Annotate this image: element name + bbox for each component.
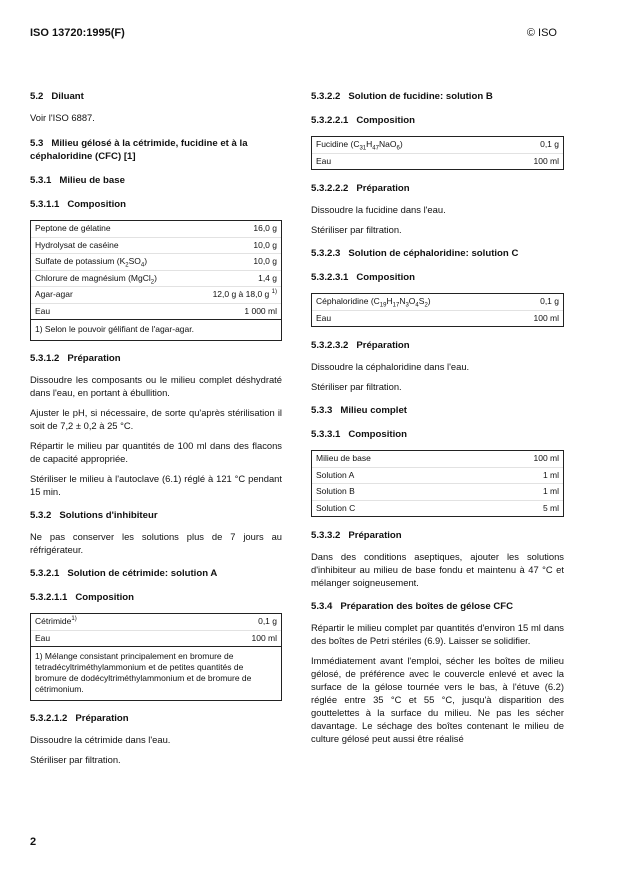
table-row: Eau 100 ml: [312, 153, 563, 170]
table-row: Eau 1 000 ml: [31, 303, 281, 321]
heading-5-3-3-2: 5.3.3.2 Préparation: [311, 530, 402, 541]
text-5-2: Voir l'ISO 6887.: [30, 112, 95, 123]
copyright-mark: © ISO: [526, 27, 557, 39]
heading-5-3-2-2-1: 5.3.2.2.1 Composition: [311, 115, 415, 126]
paragraph: Ajuster le pH, si nécessaire, de sorte qu'après stérilisation il soit de 7,2 ± 0,2 à 25 °C.: [30, 407, 282, 431]
reference-1: [1]: [123, 151, 136, 162]
paragraph: Immédiatement avant l'emploi, sécher les boîtes de milieu gélosé, de préférence avec le couvercle enlevé et avec la surface de la gélose tournée vers le bas, à l'étuve (6.2) réglée entre 35 °C et 55 °C, jusqu'à disparition des gouttelettes à la surface du milieu. Ne pas les sécher davantage. Le séchage des boîtes contenant le milieu de culture gélosé peut aussi être réalisé: [311, 655, 564, 744]
page-number: 2: [30, 836, 37, 848]
table-row: Eau 100 ml: [312, 310, 563, 327]
heading-5-3-3: 5.3.3 Milieu complet: [311, 405, 407, 416]
paragraph: Dans des conditions aseptiques, ajouter les solutions d'inhibiteur au milieu de base fondu et maintenu à 47 °C et mélanger soigneusement.: [311, 551, 564, 588]
cephaloridine-table: [311, 293, 564, 327]
table-row: Solution C 5 ml: [312, 500, 563, 517]
paragraph: Répartir le milieu complet par quantités d'environ 15 ml dans des boîtes de Petri stériles (6.9). Laisser se solidifier.: [311, 622, 564, 646]
table-row: Solution B 1 ml: [312, 483, 563, 500]
paragraph: Dissoudre les composants ou le milieu complet déshydraté dans l'eau, en portant à ébullition.: [30, 374, 282, 398]
table-row: Céphaloridine $(C_{19}H_{17}N_3O_4S_2)$ 0,1 g: [316, 296, 559, 309]
heading-5-3-1-1: 5.3.1.1 Composition: [30, 199, 126, 210]
heading-5-3-3-1: 5.3.3.1 Composition: [311, 429, 407, 440]
paragraph: Stériliser par filtration.: [30, 754, 121, 765]
table-row: Sulfate de potassium $(K_2SO_4)$ 10,0 g: [31, 253, 281, 270]
heading-5-3-2-3: 5.3.2.3 Solution de céphaloridine: solution C: [311, 248, 519, 259]
table-row: Fucidine $(C_{31}H_{47}NaO_6)$ 0,1 g: [316, 139, 559, 152]
heading-5-3-2-1-1: 5.3.2.1.1 Composition: [30, 592, 134, 603]
left-column: [30, 90, 282, 766]
heading-5-3-1: 5.3.1 Milieu de base: [30, 175, 125, 186]
heading-5-3-2-1: 5.3.2.1 Solution de cétrimide: solution A: [30, 568, 218, 579]
paragraph: Stériliser le milieu à l'autoclave (6.1) réglé à 121 °C pendant 15 min.: [30, 473, 282, 497]
paragraph: Stériliser par filtration.: [311, 381, 402, 392]
heading-5-3-2-1-2: 5.3.2.1.2 Préparation: [30, 713, 129, 724]
paragraph: Stériliser par filtration.: [311, 224, 402, 235]
table-row: Solution A 1 ml: [312, 467, 563, 484]
paragraph: Ne pas conserver les solutions plus de 7 jours au réfrigérateur.: [30, 531, 282, 555]
heading-5-3-4: 5.3.4 Préparation des boîtes de gélose CFC: [311, 601, 514, 612]
paragraph: Dissoudre la fucidine dans l'eau.: [311, 204, 446, 215]
table-row: Peptone de gélatine 16,0 g: [35, 223, 277, 233]
table-row: Agar-agar 12,0 g à 18,0 g $^{1)}$: [31, 286, 281, 303]
paragraph: Répartir le milieu par quantités de 100 ml dans des flacons de capacité appropriée.: [30, 440, 282, 464]
table-footnote: 1) Selon le pouvoir gélifiant de l'agar-agar.: [35, 324, 194, 334]
table-row: Milieu de base 100 ml: [316, 453, 559, 463]
paragraph: Dissoudre la céphaloridine dans l'eau.: [311, 361, 470, 372]
table-row: Cétrimide$^{1)}$ 0,1 g: [35, 616, 277, 626]
cetrimide-table: [30, 613, 282, 701]
heading-5-3-2-2: 5.3.2.2 Solution de fucidine: solution B: [311, 91, 493, 102]
heading-5-3-1-2: 5.3.1.2 Préparation: [30, 353, 121, 364]
paragraph: Dissoudre la cétrimide dans l'eau.: [30, 734, 171, 745]
table-footnote: 1) Mélange consistant principalement en bromure de tetradécyltriméthylammonium et de petites quantités de bromure de dodécyltriméthylammonium et de bromure de cétrimonium.: [35, 651, 252, 694]
table-row: Eau 100 ml: [31, 630, 281, 648]
table-row: Hydrolysat de caséine 10,0 g: [31, 237, 281, 254]
heading-5-2: 5.2 Diluant: [30, 91, 84, 102]
heading-5-3-2: 5.3.2 Solutions d'inhibiteur: [30, 510, 158, 521]
complete-medium-table: [311, 450, 564, 517]
right-column: [311, 90, 564, 745]
heading-5-3-2-3-2: 5.3.2.3.2 Préparation: [311, 340, 410, 351]
fucidine-table: [311, 136, 564, 170]
heading-5-3-2-3-1: 5.3.2.3.1 Composition: [311, 272, 415, 283]
table-row: Chlorure de magnésium (MgCl$_2$) 1,4 g: [31, 270, 281, 287]
base-medium-table: [30, 220, 282, 341]
heading-5-3-2-2-2: 5.3.2.2.2 Préparation: [311, 183, 410, 194]
heading-5-3: 5.3 Milieu gélosé à la cétrimide, fucidine et à la céphaloridine (CFC) [1]: [30, 138, 248, 162]
document-code: ISO 13720:1995(F): [30, 27, 125, 39]
